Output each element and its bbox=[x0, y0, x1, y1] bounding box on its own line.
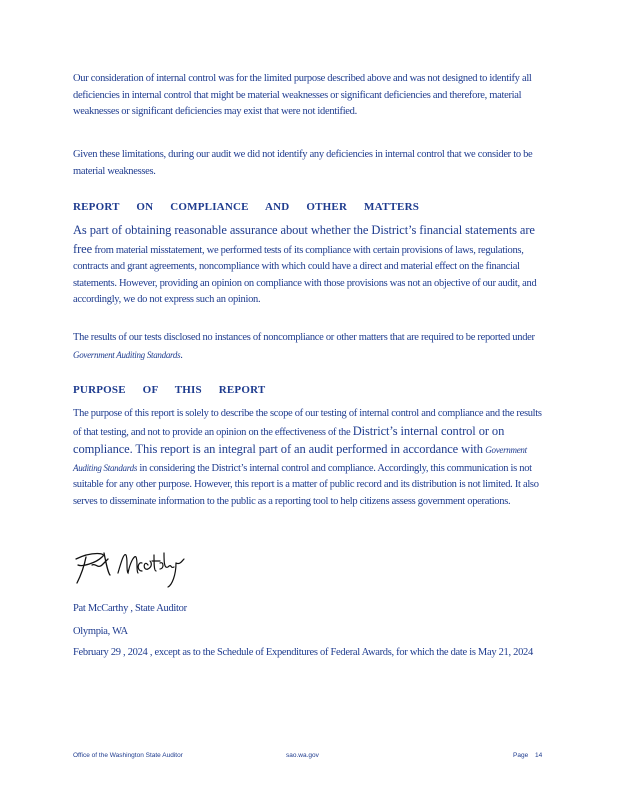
compliance-heading-block bbox=[73, 201, 543, 213]
limitations-paragraph bbox=[73, 147, 543, 180]
footer-website-link[interactable]: sao.wa.gov bbox=[286, 752, 319, 759]
auditor-name-title: Pat McCarthy , State Auditor bbox=[73, 603, 187, 614]
page-footer bbox=[73, 752, 543, 766]
auditor-signature bbox=[72, 545, 202, 590]
standards-citation: Government Auditing Standards bbox=[73, 349, 181, 360]
section-heading-purpose: PURPOSE OF THIS REPORT bbox=[73, 384, 266, 396]
results-paragraph bbox=[73, 330, 543, 364]
footer-office: Office of the Washington State Auditor bbox=[73, 752, 183, 759]
paragraph-text: The purpose of this report is solely to describe the scope of our testing of internal control and compliance and the results of that testing, and not to provide an opinion on the effectiveness of the bbox=[73, 408, 542, 438]
date-line bbox=[73, 645, 543, 661]
paragraph-text: The results of our tests disclosed no instances of noncompliance or other matters that are required to be reported under bbox=[73, 332, 535, 343]
internal-control-paragraph bbox=[73, 71, 543, 121]
paragraph-text: from material misstatement, we performed tests of its compliance with certain provisions of laws, regulations, contracts and grant agreements, noncompliance with which could have a direct and material effect on the financial statements. However, providing an opinion on compliance with those provisions was not an objective of our audit, and accordingly, we do not express such an opinion. bbox=[73, 244, 537, 305]
paragraph-end: . bbox=[180, 349, 183, 361]
compliance-paragraph bbox=[73, 222, 543, 309]
footer-page-label: Page bbox=[513, 752, 529, 759]
paragraph-text: Given these limitations, during our audit we did not identify any deficiencies in internal control that we consider to be material weaknesses. bbox=[73, 149, 533, 177]
section-heading-compliance: REPORT ON COMPLIANCE AND OTHER MATTERS bbox=[73, 201, 420, 213]
report-location: Olympia, WA bbox=[73, 626, 128, 637]
footer-page-number: 14 bbox=[535, 752, 543, 759]
paragraph-text: in considering the District’s internal control and compliance. Accordingly, this communication is not suitable for any other purpose. However, this report is a matter of public record and its distribution is not limited. It also serves to disseminate information to the public as a reporting tool to help citizens assess government operations. bbox=[73, 462, 539, 507]
paragraph-text: Our consideration of internal control was for the limited purpose described above and was not designed to identify all deficiencies in internal control that might be material weaknesses or significant deficiencies and therefore, material weaknesses or significant deficiencies may exist that were not identified. bbox=[73, 73, 532, 117]
purpose-heading-block bbox=[73, 384, 543, 396]
paragraph-lead-text: District’s internal control or on compliance. This report is an integral part of an audit performed in accordance with bbox=[73, 423, 505, 456]
report-date: February 29 , 2024 , except as to the Schedule of Expenditures of Federal Awards, for which the date is May 21, 2024 bbox=[73, 647, 533, 658]
location-line bbox=[73, 624, 543, 640]
purpose-paragraph bbox=[73, 406, 543, 510]
standards-citation: Government Auditing Standards bbox=[73, 445, 527, 473]
paragraph-lead-text: As part of obtaining reasonable assurance about whether the District’s financial statements are free bbox=[73, 223, 535, 256]
signature-name-line bbox=[73, 601, 543, 617]
